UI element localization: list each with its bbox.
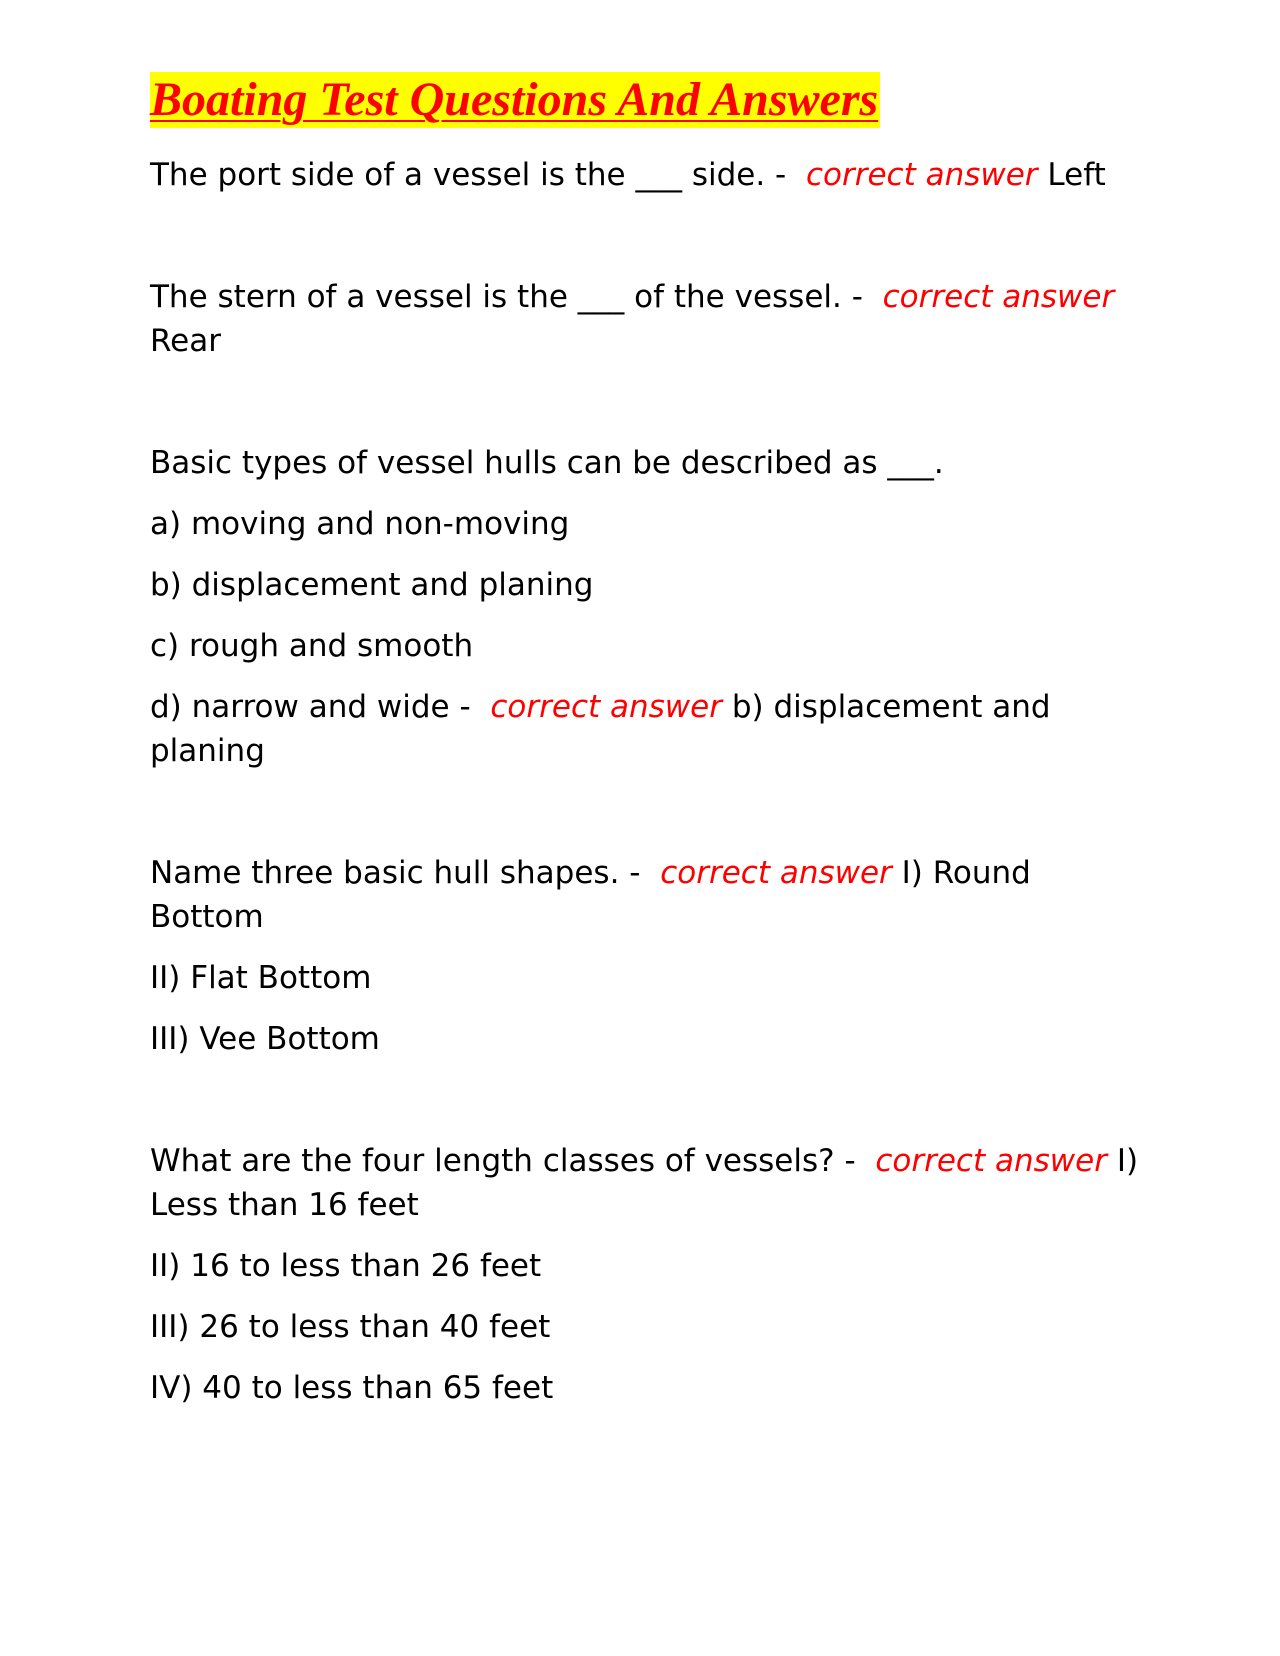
question-text: The stern of a vessel is the ___ of the vessel. - <box>150 279 863 315</box>
correct-answer-label: correct answer <box>875 1143 1107 1179</box>
answer-text: Left <box>1047 157 1106 193</box>
correct-answer-label: correct answer <box>660 855 892 891</box>
question-text: What are the four length classes of vessels? - <box>150 1143 856 1179</box>
qa-item-5 <box>150 1139 1150 1227</box>
answer-line: II) 16 to less than 26 feet <box>150 1248 542 1284</box>
option-item: b) displacement and planing <box>150 567 594 603</box>
qa-item-2 <box>150 275 1150 363</box>
option-item: c) rough and smooth <box>150 628 474 664</box>
answer-line: III) Vee Bottom <box>150 1021 380 1057</box>
answer-text: I) Round Bottom <box>150 855 1031 935</box>
document-page <box>150 72 1150 1427</box>
answer-line: IV) 40 to less than 65 feet <box>150 1370 554 1406</box>
qa-item-4 <box>150 851 1150 939</box>
option-item: a) moving and non-moving <box>150 506 570 542</box>
qa-item-1 <box>150 153 1150 197</box>
question-text: Name three basic hull shapes. - <box>150 855 641 891</box>
answer-text: b) displacement and planing <box>150 689 1051 769</box>
correct-answer-label: correct answer <box>490 689 722 725</box>
correct-answer-label: correct answer <box>882 279 1115 315</box>
answer-text: I) Less than 16 feet <box>150 1143 1139 1223</box>
answer-line: III) 26 to less than 40 feet <box>150 1309 551 1345</box>
answer-text: Rear <box>150 323 221 359</box>
option-item: d) narrow and wide - <box>150 689 471 725</box>
correct-answer-label: correct answer <box>805 157 1038 193</box>
question-text: The port side of a vessel is the ___ side. - <box>150 157 787 193</box>
question-text: Basic types of vessel hulls can be described as ___. <box>150 445 944 481</box>
qa-item-3-answer <box>150 685 1150 773</box>
title-block <box>150 72 1150 133</box>
answer-line: II) Flat Bottom <box>150 960 372 996</box>
document-title: Boating Test Questions And Answers <box>150 73 879 126</box>
